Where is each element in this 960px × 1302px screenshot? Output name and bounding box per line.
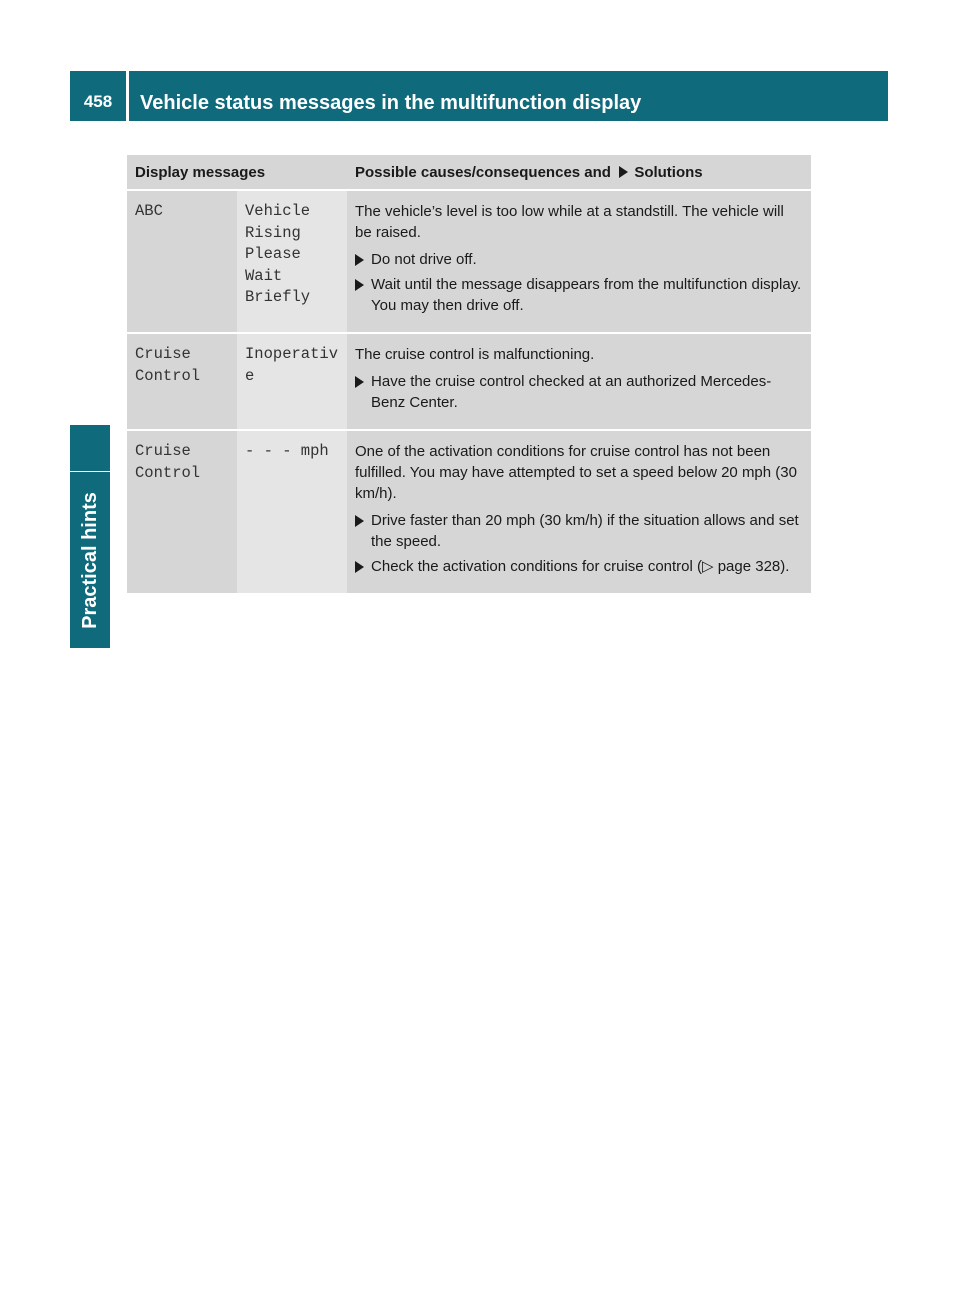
step-arrow-icon <box>355 279 364 291</box>
page-title: Vehicle status messages in the multifunction display <box>129 71 888 121</box>
cause-solution <box>347 190 811 333</box>
message-text-line: Please <box>245 245 301 263</box>
message-text <box>237 430 347 594</box>
solution-step-text: Check the activation conditions for cruise control (▷ page 328). <box>371 558 790 575</box>
table-header-row <box>127 155 811 190</box>
side-tab <box>70 472 110 648</box>
side-tab-marker <box>70 425 110 471</box>
message-text-line: Vehicle <box>245 202 311 220</box>
message-code-line: Control <box>135 366 201 385</box>
step-arrow-icon <box>355 254 364 266</box>
table-body <box>127 190 811 594</box>
table-row <box>127 430 811 594</box>
cause-solution <box>347 430 811 594</box>
message-code <box>127 333 237 430</box>
solution-step <box>355 556 803 577</box>
cause-text: The vehicle’s level is too low while at a standstill. The vehicle will be raised. <box>355 203 784 241</box>
side-tab-label: Practical hints <box>78 491 101 629</box>
col-causes-solutions <box>347 155 811 190</box>
cause-solution <box>347 333 811 430</box>
solution-step-text: Have the cruise control checked at an authorized Mercedes-Benz Center. <box>371 373 772 411</box>
page-header <box>70 71 888 121</box>
solution-step-note: You may then drive off. <box>371 297 524 314</box>
table-row <box>127 190 811 333</box>
cause-text: One of the activation conditions for cruise control has not been fulfilled. You may have attempted to set a speed below 20 mph (30 km/h). <box>355 443 797 502</box>
message-text <box>237 333 347 430</box>
message-code-line: Cruise <box>135 345 191 363</box>
solution-step-text: Drive faster than 20 mph (30 km/h) if the situation allows and set the speed. <box>371 512 799 550</box>
solution-step-text: Do not drive off. <box>371 251 477 268</box>
message-text-line: Wait <box>245 266 283 285</box>
col-causes-label: Possible causes/consequences and <box>355 163 611 181</box>
table-row <box>127 333 811 430</box>
message-text <box>237 190 347 333</box>
solution-arrow-icon <box>619 166 628 178</box>
step-arrow-icon <box>355 515 364 527</box>
step-arrow-icon <box>355 376 364 388</box>
message-text-line: e <box>245 366 255 385</box>
message-text-line: Briefly <box>245 288 311 306</box>
solution-step <box>355 249 803 270</box>
solution-step-text: Wait until the message disappears from the multifunction display. <box>371 276 802 293</box>
message-code-line: ABC <box>135 202 163 220</box>
solution-step <box>355 371 803 413</box>
message-text-line: Rising <box>245 223 301 242</box>
solution-step <box>355 274 803 316</box>
messages-table <box>127 155 811 595</box>
step-arrow-icon <box>355 561 364 573</box>
message-code-line: Control <box>135 463 201 482</box>
col-solutions-label: Solutions <box>634 163 703 181</box>
message-text-line: - - - mph <box>245 442 329 460</box>
message-text-line: Inoperativ <box>245 345 339 363</box>
cause-text: The cruise control is malfunctioning. <box>355 346 595 363</box>
page-number: 458 <box>70 71 126 121</box>
message-code-line: Cruise <box>135 442 191 460</box>
solution-step <box>355 510 803 552</box>
message-code <box>127 430 237 594</box>
col-display-messages: Display messages <box>127 155 347 190</box>
message-code <box>127 190 237 333</box>
